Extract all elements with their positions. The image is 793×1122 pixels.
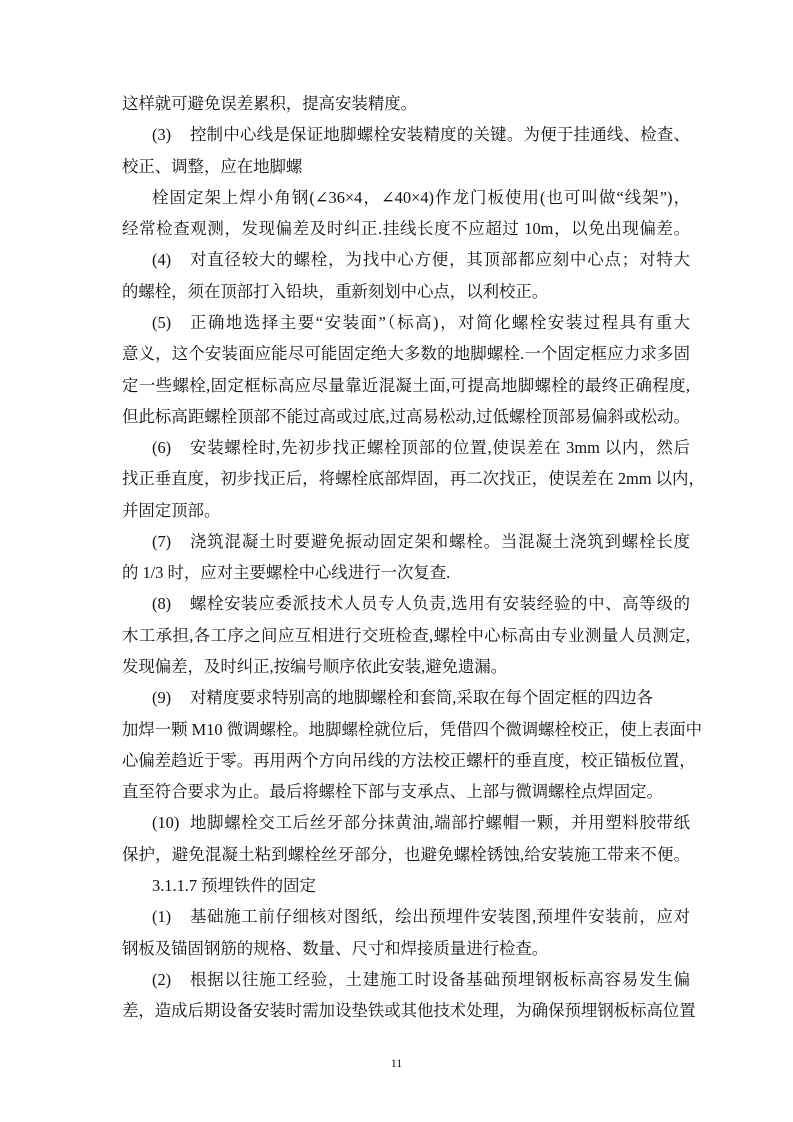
item-text: 地脚螺栓交工后丝牙部分抹黄油,端部拧螺帽一颗，并用塑料胶带纸 [190, 813, 690, 833]
list-item-line [152, 124, 690, 146]
text-line: 心偏差趋近于零。再用两个方向吊线的方法校正螺杆的垂直度，校正锚板位置， [122, 750, 696, 770]
item-text: 基础施工前仔细核对图纸，绘出预埋件安装图,预埋件安装前，应对 [190, 907, 690, 927]
text-line: 这样就可避免误差累积，提高安装精度。 [122, 94, 418, 113]
text-line: 保护，避免混凝土粘到螺栓丝牙部分，也避免螺栓锈蚀,给安装施工带来不便。 [122, 844, 690, 864]
list-item-line [152, 906, 690, 928]
list-item-line [152, 812, 690, 834]
list-item-line [152, 437, 690, 459]
item-number: (3) [152, 125, 172, 145]
item-text: 控制中心线是保证地脚螺栓安装精度的关键。为便于挂通线、检查、 [190, 125, 690, 145]
list-item-line [152, 969, 690, 991]
text-line: 的螺栓，须在顶部打入铅块，重新刻划中心点，以利校正。 [122, 281, 549, 301]
text-line: 经常检查观测，发现偏差及时纠正.挂线长度不应超过 10m，以免出现偏差。 [122, 219, 690, 239]
list-item-line [152, 531, 690, 553]
item-number: (9) [152, 688, 172, 708]
text-line: 发现偏差，及时纠正,按编号顺序依此安装,避免遗漏。 [122, 657, 508, 677]
item-number: (2) [152, 969, 172, 989]
text-line: 但此标高距螺栓顶部不能过高或过底,过高易松动,过低螺栓顶部易偏斜或松动。 [122, 406, 690, 426]
item-number: (1) [152, 907, 172, 927]
list-item-line [152, 312, 690, 334]
text-line: 栓固定架上焊小角钢(∠36×4，∠40×4)作龙门板使用(也可叫做“线架”)， [152, 187, 690, 207]
page-number: 11 [390, 1056, 403, 1070]
text-line: 3.1.1.7 预埋铁件的固定 [152, 876, 316, 895]
item-text: 正确地选择主要“安装面”（标高)，对简化螺栓安装过程具有重大 [190, 312, 690, 332]
text-line: 木工承担,各工序之间应互相进行交班检查,螺栓中心标高由专业测量人员测定, [122, 625, 690, 645]
text-line: 校正、调整，应在地脚螺 [122, 156, 303, 176]
text-line: 差，造成后期设备安装时需加设垫铁或其他技术处理，为确保预埋钢板标高位置 [122, 1001, 696, 1021]
list-item-line [152, 687, 690, 709]
item-text: 对直径较大的螺栓，为找中心方便，其顶部都应刻中心点；对特大 [190, 250, 690, 270]
item-text: 根据以往施工经验，土建施工时设备基础预埋钢板标高容易发生偏 [190, 969, 690, 989]
text-line: 找正垂直度，初步找正后，将螺栓底部焊固，再二次找正，使误差在 2mm 以内， [122, 469, 705, 489]
item-text: 安装螺栓时,先初步找正螺栓顶部的位置,使误差在 3mm 以内，然后 [190, 438, 690, 458]
item-number: (5) [152, 312, 172, 332]
list-item-line [152, 593, 690, 615]
list-item-line [152, 249, 690, 271]
text-line: 直至符合要求为止。最后将螺栓下部与支承点、上部与微调螺栓点焊固定。 [122, 782, 663, 802]
item-text: 对精度要求特别高的地脚螺栓和套筒,采取在每个固定框的四边各 [190, 688, 654, 708]
text-line: 的 1/3 时，应对主要螺栓中心线进行一次复查. [122, 563, 451, 583]
text-line: 加焊一颗 M10 微调螺栓。地脚螺栓就位后，凭借四个微调螺栓校正，使上表面中 [122, 719, 703, 739]
item-text: 浇筑混凝土时要避免振动固定架和螺栓。当混凝土浇筑到螺栓长度 [190, 531, 690, 551]
item-number: (6) [152, 438, 172, 458]
text-line: 并固定顶部。 [122, 500, 221, 520]
text-line: 意义，这个安装面应能尽可能固定绝大多数的地脚螺栓.一个固定框应力求多固 [122, 344, 690, 364]
text-line: 钢板及锚固钢筋的规格、数量、尺寸和焊接质量进行检查。 [122, 938, 549, 958]
item-text: 螺栓安装应委派技术人员专人负责,选用有安装经验的中、高等级的 [190, 594, 690, 614]
item-number: (8) [152, 594, 172, 614]
item-number: (4) [152, 250, 172, 270]
text-line: 定一些螺栓,固定框标高应尽量靠近混凝土面,可提高地脚螺栓的最终正确程度, [122, 375, 690, 395]
item-number: (10) [152, 813, 180, 833]
item-number: (7) [152, 531, 172, 551]
